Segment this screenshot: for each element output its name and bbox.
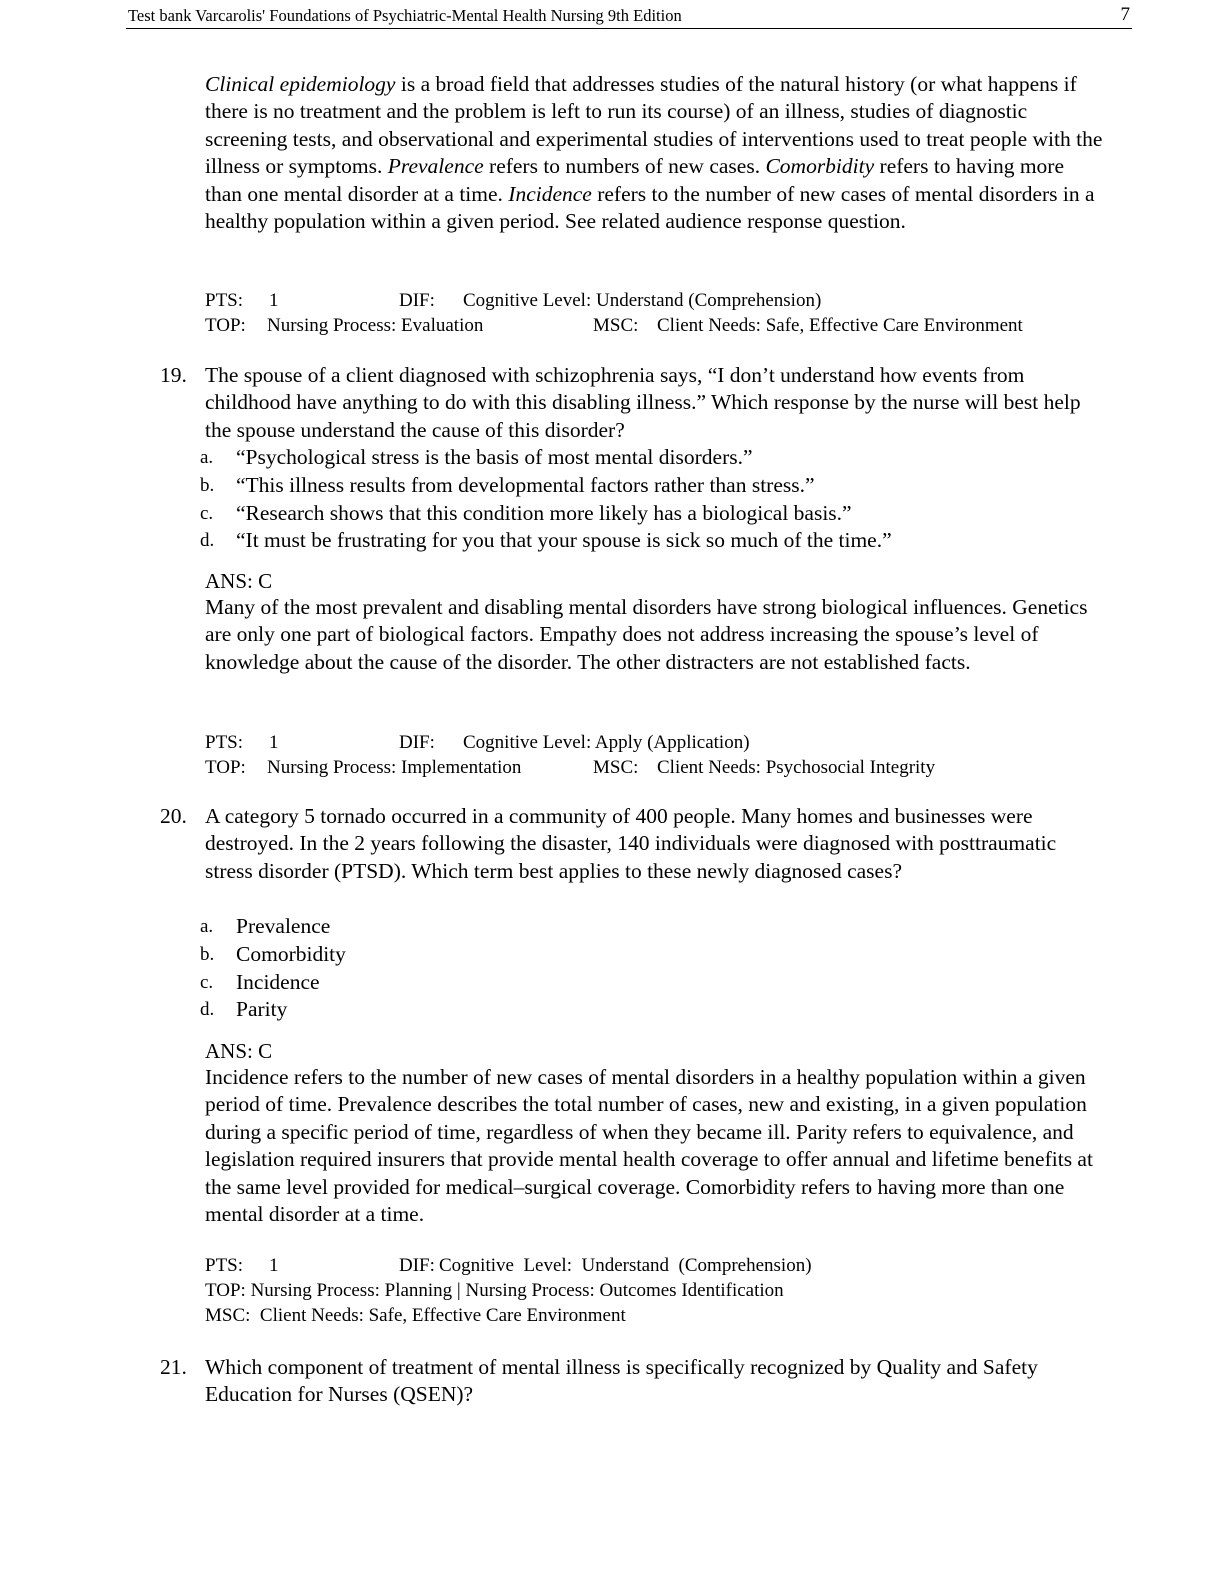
q19-meta — [205, 730, 1105, 780]
pts-value: 1 — [269, 1255, 279, 1276]
q20-meta — [205, 1253, 1105, 1328]
pts-value: 1 — [269, 290, 279, 311]
term-prevalence: Prevalence — [387, 154, 484, 179]
option-text: Prevalence — [236, 914, 331, 938]
pts-label: PTS: — [205, 1255, 244, 1276]
option-letter: a. — [200, 916, 214, 937]
dif-value: Cognitive Level: Apply (Application) — [463, 732, 750, 753]
q19-answer: ANS: C — [205, 569, 273, 593]
msc-label: MSC: — [593, 315, 639, 336]
page-header — [126, 4, 1132, 29]
term-comorbidity: Comorbidity — [765, 154, 875, 179]
pts-label: PTS: — [205, 290, 244, 311]
option-letter: c. — [200, 502, 214, 524]
dif-label: DIF: — [399, 732, 435, 753]
msc-value: Client Needs: Safe, Effective Care Environment — [657, 315, 1023, 336]
question-number: 19. — [160, 363, 187, 387]
option-letter: b. — [200, 474, 215, 496]
q19-options — [200, 444, 1100, 555]
option-c — [200, 500, 1100, 528]
top-value: Nursing Process: Evaluation — [267, 315, 484, 336]
option-letter: b. — [200, 943, 215, 965]
option-letter: d. — [200, 999, 215, 1021]
option-letter: c. — [200, 971, 214, 993]
option-a — [200, 444, 1100, 472]
option-b — [200, 472, 1100, 500]
option-text: Parity — [236, 997, 288, 1022]
option-d — [200, 527, 1100, 555]
document-title: Test bank Varcarolis' Foundations of Psychiatric-Mental Health Nursing 9th Edition — [128, 6, 682, 25]
option-letter: a. — [200, 447, 214, 468]
option-letter: d. — [200, 530, 215, 552]
pts-value: 1 — [269, 732, 279, 753]
option-text: Comorbidity — [236, 941, 346, 966]
option-text: “This illness results from developmental factors rather than stress.” — [236, 472, 815, 497]
top-value: Nursing Process: Implementation — [267, 757, 522, 778]
q20-answer: ANS: C — [205, 1039, 273, 1063]
question-number: 20. — [160, 804, 187, 828]
term-clinical-epidemiology: Clinical epidemiology — [205, 72, 396, 96]
msc-value: Client Needs: Psychosocial Integrity — [657, 757, 936, 778]
msc-line: MSC: Client Needs: Safe, Effective Care Environment — [205, 1305, 626, 1326]
dif-label: DIF: — [399, 290, 435, 311]
top-label: TOP: — [205, 757, 246, 778]
q20-rationale: Incidence refers to the number of new cases of mental disorders in a healthy population within a given period of time. Prevalence describes the total number of cases, new and existing, in a given population during a specific period of time, regardless of when they became ill. Parity refers to equivalence, and legislation required insurers that provide mental health coverage to offer annual and lifetime benefits at the same level provided for medical–surgical coverage. Comorbidity refers to having more than one mental disorder at a time. — [205, 1065, 1093, 1227]
pts-label: PTS: — [205, 732, 244, 753]
q20-stem: A category 5 tornado occurred in a community of 400 people. Many homes and businesses were destroyed. In the 2 years following the disaster, 140 individuals were diagnosed with posttraumatic stress disorder (PTSD). Which term best applies to these newly diagnosed cases? — [205, 804, 1057, 883]
option-text: Incidence — [236, 969, 320, 994]
q18-meta — [205, 288, 1105, 338]
option-d — [200, 996, 1100, 1024]
dif-label: DIF: — [399, 1255, 435, 1276]
dif-value: Cognitive Level: Understand (Comprehension) — [463, 290, 822, 311]
q20-options — [200, 913, 1100, 1024]
option-c — [200, 969, 1100, 997]
msc-label: MSC: — [593, 757, 639, 778]
q19-rationale: Many of the most prevalent and disabling mental disorders have strong biological influences. Genetics are only one part of biological factors. Empathy does not address increasing the spouse’s level of knowledge about the cause of the disorder. The other distracters are not established facts. — [205, 595, 1088, 674]
option-text: “It must be frustrating for you that your spouse is sick so much of the time.” — [236, 528, 892, 553]
top-label: TOP: — [205, 315, 246, 336]
q18-rationale: Clinical epidemiology is a broad field that addresses studies of the natural history (or what happens if there is no treatment and the problem is left to run its course) of an illness, studies of diagnostic screening tests, and observational and experimental studies of interventions used to treat people with the illness or symptoms. Prevalence refers to numbers of new cases. Comorbidity refers to having more than one mental disorder at a time. Incidence refers to the number of new cases of mental disorders in a healthy population within a given period. See related audience response question. — [205, 72, 1103, 234]
page-number: 7 — [1120, 4, 1130, 25]
top-line: TOP: Nursing Process: Planning | Nursing Process: Outcomes Identification — [205, 1280, 784, 1301]
option-a — [200, 913, 1100, 941]
q21-stem: Which component of treatment of mental illness is specifically recognized by Quality and Safety Education for Nurses (QSEN)? — [205, 1355, 1038, 1407]
q19-stem: The spouse of a client diagnosed with schizophrenia says, “I don’t understand how events from childhood have anything to do with this disabling illness.” Which response by the nurse will best help the spouse understand the cause of this disorder? — [205, 363, 1081, 442]
question-number: 21. — [160, 1355, 187, 1379]
option-b — [200, 941, 1100, 969]
option-text: “Psychological stress is the basis of most mental disorders.” — [236, 445, 753, 469]
dif-value: Cognitive Level: Understand (Comprehension) — [439, 1255, 812, 1276]
term-incidence: Incidence — [508, 181, 592, 206]
option-text: “Research shows that this condition more likely has a biological basis.” — [236, 500, 852, 525]
